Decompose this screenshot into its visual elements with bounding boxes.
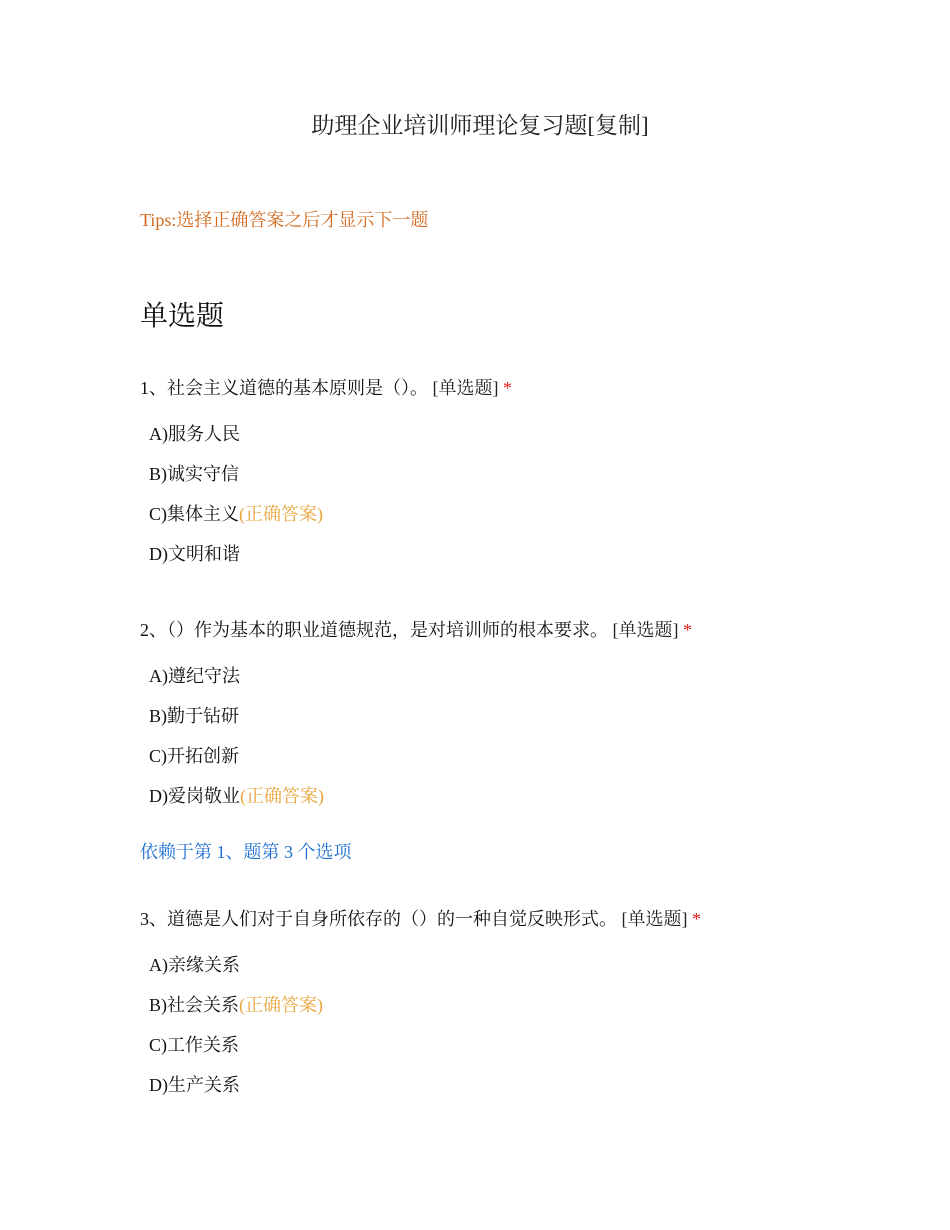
option-1d: [149, 540, 240, 568]
option-1b: [149, 460, 239, 488]
question-1: [140, 374, 512, 402]
option-label: C)工作关系: [149, 1035, 239, 1055]
option-1a: [149, 420, 240, 448]
option-3c: [149, 1031, 239, 1059]
required-mark: *: [692, 909, 701, 929]
question-type: [单选题]: [432, 378, 499, 398]
option-label: D)文明和谐: [149, 544, 240, 564]
correct-answer-mark: (正确答案): [239, 995, 323, 1015]
correct-answer-mark: (正确答案): [240, 786, 324, 806]
document-title: 助理企业培训师理论复习题[复制]: [311, 113, 649, 138]
option-2d: [149, 782, 324, 810]
option-3a: [149, 951, 240, 979]
correct-answer-mark: (正确答案): [239, 504, 323, 524]
tips-text: Tips:选择正确答案之后才显示下一题: [140, 210, 429, 230]
required-mark: *: [683, 620, 692, 640]
section-heading: 单选题: [140, 299, 225, 332]
option-label: B)社会关系: [149, 995, 239, 1015]
option-label: C)开拓创新: [149, 746, 239, 766]
option-2b: [149, 702, 239, 730]
question-type: [单选题]: [612, 620, 679, 640]
option-1c: [149, 500, 323, 528]
question-2: [140, 616, 692, 644]
option-2a: [149, 662, 240, 690]
option-2c: [149, 742, 239, 770]
question-3: [140, 905, 701, 933]
question-text: 1、社会主义道德的基本原则是（）。: [140, 378, 428, 398]
option-label: C)集体主义: [149, 504, 239, 524]
option-label: A)遵纪守法: [149, 666, 240, 686]
option-label: A)服务人民: [149, 424, 240, 444]
option-label: B)诚实守信: [149, 464, 239, 484]
question-type: [单选题]: [621, 909, 688, 929]
option-3b: [149, 991, 323, 1019]
option-label: D)爱岗敬业: [149, 786, 240, 806]
question-text: 2、（）作为基本的职业道德规范，是对培训师的根本要求。: [140, 620, 608, 640]
dependency-note: 依赖于第 1、题第 3 个选项: [140, 842, 352, 862]
option-3d: [149, 1071, 240, 1099]
option-label: A)亲缘关系: [149, 955, 240, 975]
option-label: B)勤于钻研: [149, 706, 239, 726]
option-label: D)生产关系: [149, 1075, 240, 1095]
required-mark: *: [503, 378, 512, 398]
question-text: 3、道德是人们对于自身所依存的（）的一种自觉反映形式。: [140, 909, 617, 929]
